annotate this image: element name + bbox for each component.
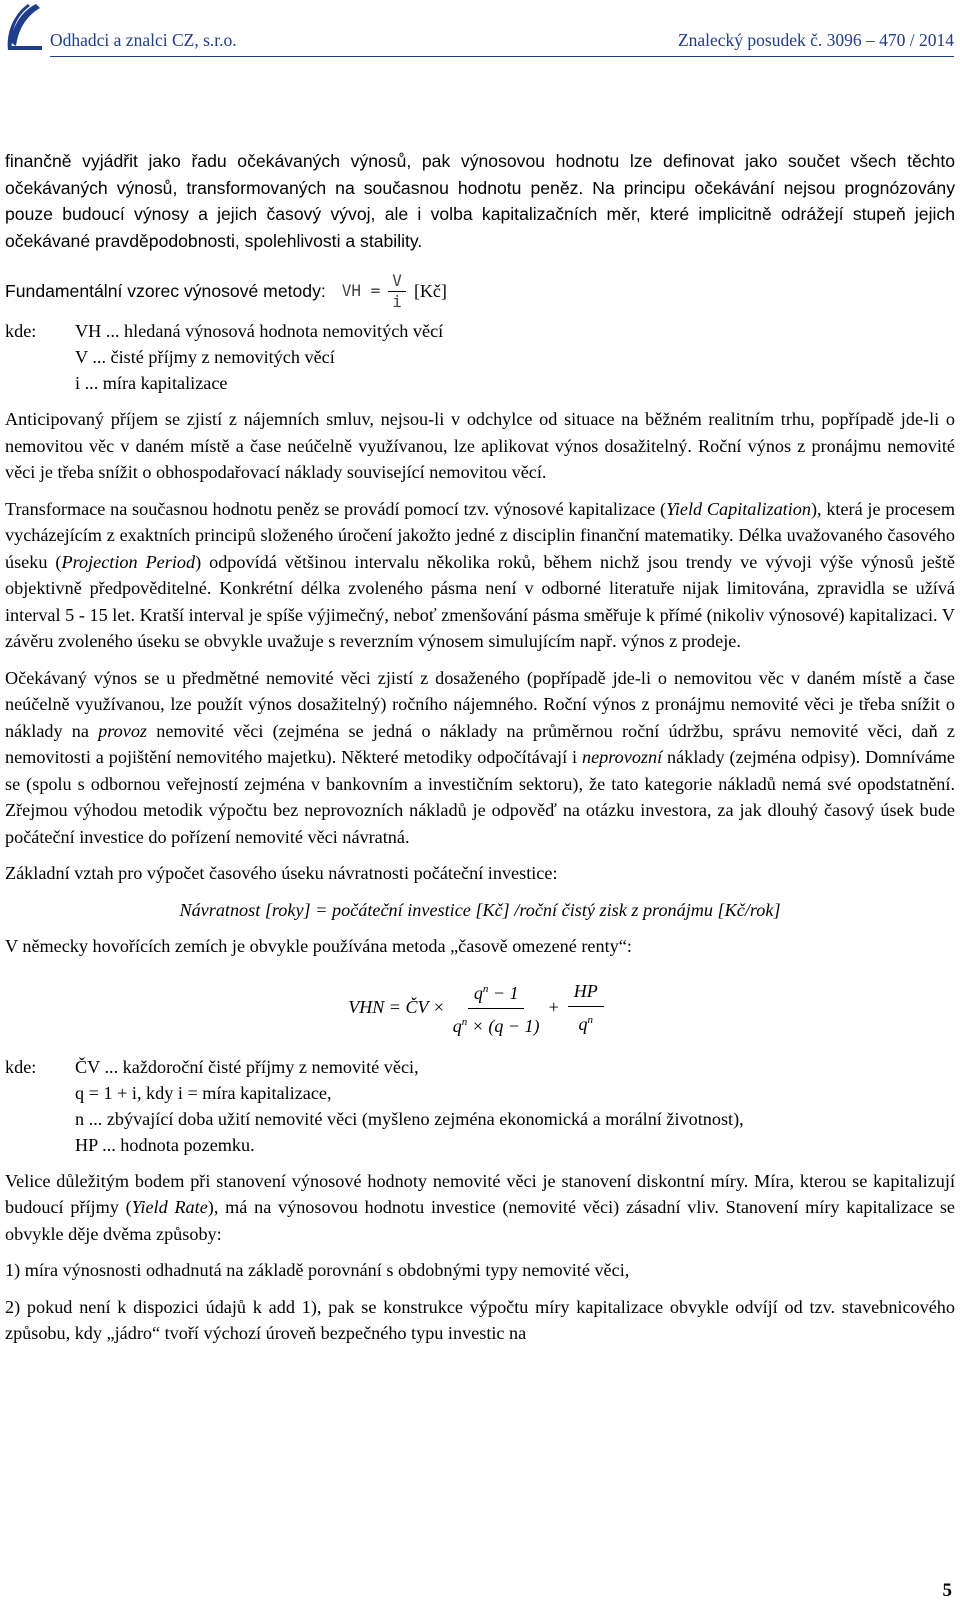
definition-item: q = 1 + i, kdy i = míra kapitalizace, [75, 1082, 332, 1103]
formula-fundamental [5, 264, 955, 318]
definitions-list-1 [5, 318, 955, 396]
definitions-label: kde: [5, 1056, 37, 1077]
definition-item: ČV ... každoroční čisté příjmy z nemovité věci, [75, 1056, 419, 1077]
paragraph-transformation: Transformace na současnou hodnotu peněz se provádí pomocí tzv. výnosové kapitalizace (Yield Capitalization), která je procesem vycházejícím z exaktních principů složeného úročení jakožto jedné z disciplin finanční matematiky. Délka uvažovaného časového úseku (Projection Period) odpovídá většinou intervalu několika roků, během nichž jsou trendy ve vývoji výše výnosů ještě objektivně předpověditelné. Konkrétní délka zvoleného pásma není v odborné literatuře nijak limitována, zpravidla se užívá interval 5 - 15 let. Kratší interval je spíše výjimečný, neboť zmenšování pásma směřuje k přímé (nikoliv výnosové) kapitalizaci. V závěru zvoleného úseku se obvykle uvažuje s reverzním výnosem simulujícím např. výnos z prodeje. [5, 498, 956, 651]
paragraph-method-2: 2) pokud není k dispozici údajů k add 1), pak se konstrukce výpočtu míry kapitalizace obvykle odvíjí od tzv. stavebnicového způsobu, kdy „jádro“ tvoří výchozí úroveň bezpečného typu investic na [5, 1296, 955, 1343]
paragraph-intro: finančně vyjádřit jako řadu očekávaných výnosů, pak výnosovou hodnotu lze definovat jako součet všech těchto očekávaných výnosů, transformovaných na současnou hodnotu peněz. Na principu očekávání nejsou prognózovány pouze budoucí výnosy a jejich časový vývoj, ale i volba kapitalizačních měr, které implicitně odrážejí stupeň jejich očekávané pravděpodobnosti, spolehlivosti a stability. [5, 151, 955, 251]
paragraph-method-1: 1) míra výnosnosti odhadnutá na základě porovnání s obdobnými typy nemovité věci, [5, 1260, 630, 1280]
paragraph-payback-intro: Základní vztah pro výpočet časového úseku návratnosti počáteční investice: [5, 863, 558, 883]
paragraph-discount-rate: Velice důležitým bodem při stanovení výnosové hodnoty nemovité věci je stanovení diskontní míry. Míra, kterou se kapitalizují budoucí příjmy (Yield Rate), má na výnosovou hodnotu investice (nemovité věci) zásadní vliv. Stanovení míry kapitalizace se obvykle děje dvěma způsoby: [5, 1170, 955, 1244]
formula-fraction [388, 271, 406, 312]
paragraph-expected-yield: Očekávaný výnos se u předmětné nemovité věci zjistí z dosaženého (popřípadě jde-li o nemovitou věc v daném místě a čase neúčelně využívanou, lze použít výnos dosažitelný) ročního nájemného. Roční výnos z pronájmu nemovité věci je třeba snížit o náklady na provoz nemovité věci (zejména se jedná o náklady na průměrnou roční údržbu, správu nemovité věci, daň z nemovitosti a pojištění nemovitého majetku). Některé metodiky odpočítávají i neprovozní náklady (zejména odpisy). Domníváme se (spolu s odbornou veřejností zejména v bankovním a investičním sektoru), že tato kategorie nákladů nemá své opodstatnění. Zřejmou výhodou metodik výpočtu bez neprovozních nákladů je odpověď na otázku investora, za jak dlouhý časový úsek bude počáteční investice do pořízení nemovité věci návratná. [5, 667, 955, 847]
formula-annuity [5, 970, 955, 1046]
formula-unit: [Kč] [413, 280, 447, 301]
header-divider [50, 56, 954, 57]
definition-item: i ... míra kapitalizace [75, 373, 228, 393]
formula-annuity-fraction-2: $\frac{HP}{q^n}$ [568, 978, 604, 1037]
formula-payback: Návratnost [roky] = počáteční investice [Kč] /roční čistý zisk z pronájmu [Kč/rok] [179, 899, 781, 920]
page-number: 5 [942, 1580, 952, 1601]
formula-denominator: i [392, 291, 402, 311]
company-logo-icon [6, 2, 44, 52]
definition-item: HP ... hodnota pozemku. [75, 1134, 255, 1155]
header-company-name: Odhadci a znalci CZ, s.r.o. [50, 30, 237, 50]
formula-plus: + [547, 997, 560, 1018]
formula-annuity-fraction-1: $\frac{q^n - 1}{q^n \times (q - 1)}$ [453, 976, 540, 1039]
paragraph-german-method: V německy hovořících zemích je obvykle používána metoda „časově omezené renty“: [5, 936, 632, 956]
formula-label: Fundamentální vzorec výnosové metody: [5, 280, 326, 301]
definition-item: VH ... hledaná výnosová hodnota nemovitých věcí [75, 321, 444, 341]
header-report-number: Znalecký posudek č. 3096 – 470 / 2014 [677, 30, 954, 50]
definitions-list-2 [5, 1054, 955, 1158]
formula-numerator: V [388, 271, 406, 292]
definitions-label: kde: [5, 321, 37, 341]
paragraph-anticipated-income: Anticipovaný příjem se zjistí z nájemních smluv, nejsou-li v odchylce od situace na běžném realitním trhu, popřípadě jde-li o nemovitou věc v daném místě a čase neúčelně využívanou, lze aplikovat výnos dosažitelný. Roční výnos z pronájmu nemovité věci je třeba snížit o obhospodařovací náklady související nemovitou věcí. [5, 409, 955, 482]
document-body [5, 148, 955, 1357]
definition-item: n ... zbývající doba užití nemovité věci (myšleno zejména ekonomická a morální životnost), [75, 1108, 744, 1129]
definition-item: V ... čisté příjmy z nemovitých věcí [75, 347, 335, 367]
formula-annuity-lhs: VHN = ČV × [348, 997, 445, 1018]
formula-lhs: VH = [341, 280, 381, 300]
